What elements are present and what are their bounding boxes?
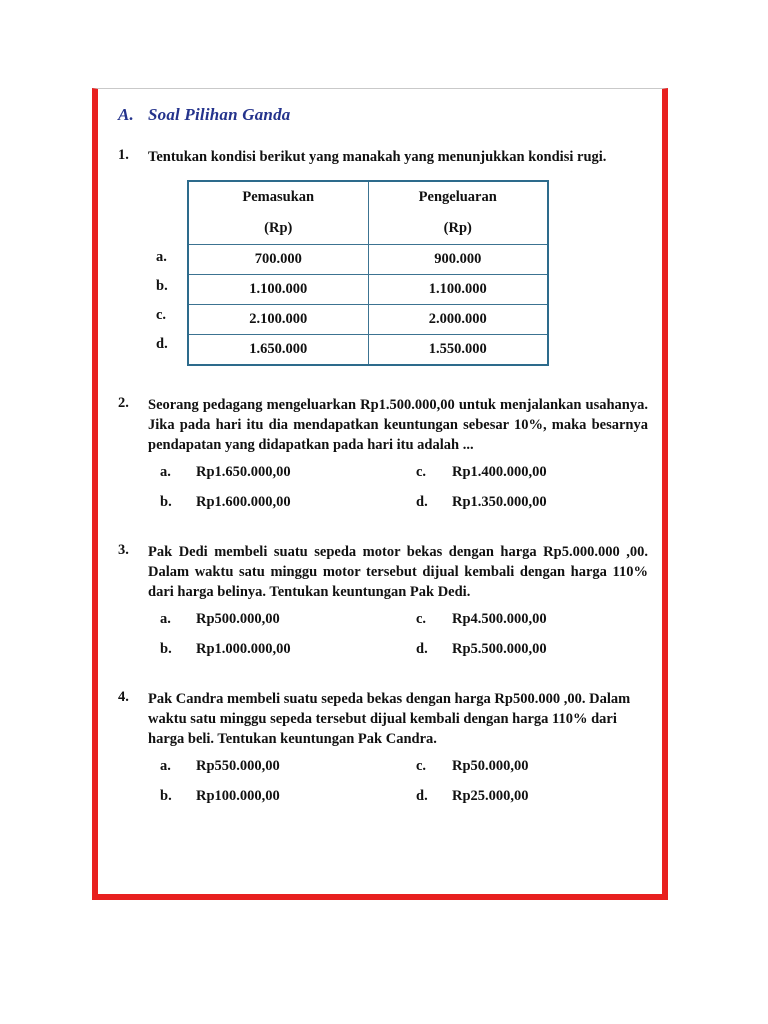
table-row (189, 275, 548, 305)
option-row (148, 788, 648, 818)
option-b-key: b. (160, 788, 172, 804)
question-2-body (148, 395, 648, 524)
table-cell: 1.100.000 (368, 275, 548, 305)
question-1-body (148, 147, 648, 167)
table-row (189, 305, 548, 335)
question-4-body (148, 689, 648, 818)
option-a-value: Rp550.000,00 (196, 758, 280, 774)
option-a-key: a. (160, 758, 171, 774)
option-b[interactable] (160, 641, 291, 658)
question-3-text: Pak Dedi membeli suatu sepeda motor bekas dengan harga Rp5.000.000 ,00. Dalam waktu satu minggu motor tersebut dijual kembali dengan harga 110% dari harga belinya. Tentukan keuntungan Pak Dedi. (148, 544, 648, 600)
table-header-pengeluaran: Pengeluaran (368, 182, 548, 214)
option-b-key: b. (160, 494, 172, 510)
option-a-value: Rp1.650.000,00 (196, 464, 291, 480)
question-1-table-area (148, 181, 648, 371)
table-cell: 900.000 (368, 245, 548, 275)
table-header-row-2 (189, 213, 548, 245)
table-cell: 2.100.000 (189, 305, 369, 335)
table-row-key: a. (156, 249, 167, 265)
question-3-body (148, 542, 648, 671)
option-b[interactable] (160, 788, 280, 805)
option-row (148, 464, 648, 494)
option-c[interactable] (416, 464, 547, 481)
table-cell: 1.650.000 (189, 335, 369, 365)
table-cell: 2.000.000 (368, 305, 548, 335)
option-row (148, 611, 648, 641)
table-cell: 1.100.000 (189, 275, 369, 305)
option-c-value: Rp4.500.000,00 (452, 611, 547, 627)
option-a-value: Rp500.000,00 (196, 611, 280, 627)
section-heading (118, 105, 648, 125)
worksheet-content (98, 89, 662, 894)
option-c-key: c. (416, 611, 427, 627)
question-2 (118, 395, 648, 524)
option-d[interactable] (416, 494, 547, 511)
question-1-text: Tentukan kondisi berikut yang manakah yang menunjukkan kondisi rugi. (148, 149, 607, 165)
table-header-pemasukan-unit: (Rp) (189, 213, 369, 245)
question-3 (118, 542, 648, 671)
option-a[interactable] (160, 758, 280, 775)
table-row-key: c. (156, 307, 167, 323)
spacer (112, 671, 648, 689)
section-title: Soal Pilihan Ganda (148, 105, 291, 124)
option-d[interactable] (416, 641, 547, 658)
option-a-key: a. (160, 464, 171, 480)
option-c-value: Rp1.400.000,00 (452, 464, 547, 480)
option-d-value: Rp1.350.000,00 (452, 494, 547, 510)
option-d-key: d. (416, 494, 428, 510)
question-3-number: 3. (118, 542, 129, 558)
option-b-value: Rp1.600.000,00 (196, 494, 291, 510)
table-row (189, 335, 548, 365)
table-row-key: b. (156, 278, 168, 294)
income-expense-table (188, 181, 548, 365)
question-1 (118, 147, 648, 371)
option-c-key: c. (416, 758, 427, 774)
option-b-key: b. (160, 641, 172, 657)
option-c[interactable] (416, 611, 547, 628)
question-2-number: 2. (118, 395, 129, 411)
spacer (112, 371, 648, 395)
option-a[interactable] (160, 464, 291, 481)
option-row (148, 758, 648, 788)
option-c[interactable] (416, 758, 529, 775)
option-b[interactable] (160, 494, 291, 511)
table-row-key: d. (156, 336, 168, 352)
option-b-value: Rp100.000,00 (196, 788, 280, 804)
table-header-pemasukan: Pemasukan (189, 182, 369, 214)
question-1-number: 1. (118, 147, 129, 163)
option-c-value: Rp50.000,00 (452, 758, 529, 774)
option-d-key: d. (416, 641, 428, 657)
option-d[interactable] (416, 788, 529, 805)
section-letter: A. (118, 105, 134, 124)
option-a[interactable] (160, 611, 280, 628)
worksheet-red-frame (92, 88, 668, 900)
question-2-text: Seorang pedagang mengeluarkan Rp1.500.000,00 untuk menjalankan usahanya. Jika pada hari itu dia mendapatkan keuntungan sebesar 10%, maka besarnya pendapatan yang didapatkan pada hari itu adalah ... (148, 397, 648, 453)
option-d-value: Rp25.000,00 (452, 788, 529, 804)
option-row (148, 641, 648, 671)
option-c-key: c. (416, 464, 427, 480)
table-header-row-1 (189, 182, 548, 214)
table-header-pengeluaran-unit: (Rp) (368, 213, 548, 245)
question-3-options (148, 611, 648, 671)
question-4-options (148, 758, 648, 818)
option-b-value: Rp1.000.000,00 (196, 641, 291, 657)
table-row (189, 245, 548, 275)
option-row (148, 494, 648, 524)
spacer (112, 524, 648, 542)
question-4 (118, 689, 648, 818)
table-cell: 700.000 (189, 245, 369, 275)
question-4-text: Pak Candra membeli suatu sepeda bekas dengan harga Rp500.000 ,00. Dalam waktu satu minggu sepeda tersebut dijual kembali dengan harga 110% dari harga beli. Tentukan keuntungan Pak Candra. (148, 691, 631, 747)
table-cell: 1.550.000 (368, 335, 548, 365)
option-d-key: d. (416, 788, 428, 804)
question-4-number: 4. (118, 689, 129, 705)
option-a-key: a. (160, 611, 171, 627)
table-row-key-list (156, 243, 182, 359)
option-d-value: Rp5.500.000,00 (452, 641, 547, 657)
question-2-options (148, 464, 648, 524)
